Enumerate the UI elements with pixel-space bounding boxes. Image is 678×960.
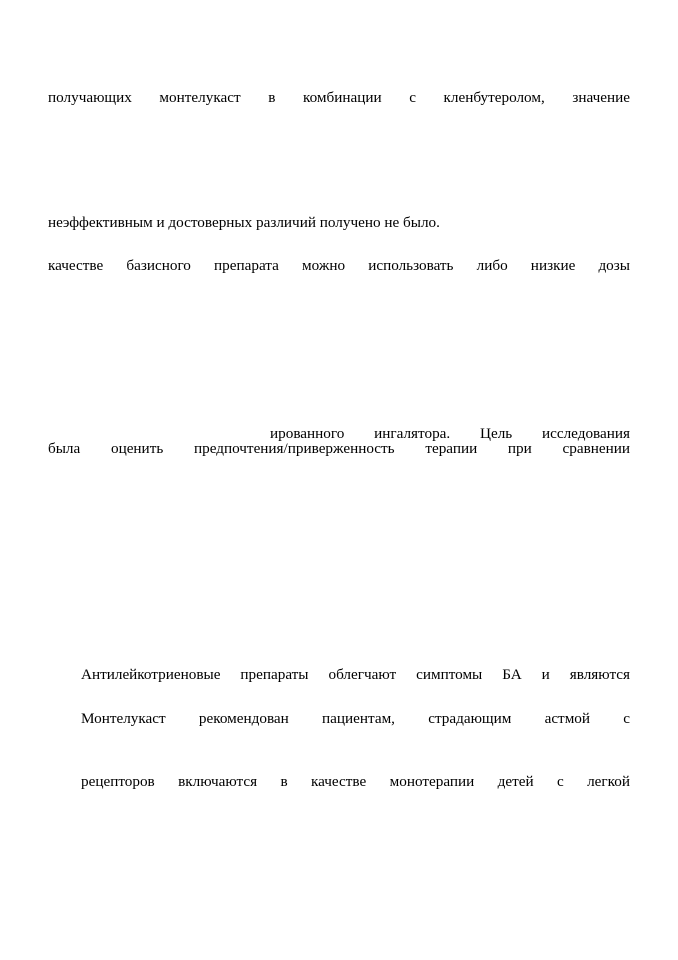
text-line-7: Монтелукаст рекомендован пациентам, страдающим астмой с — [81, 710, 630, 727]
text-line-2: неэффективным и достоверных различий получено не было. — [48, 214, 440, 231]
text-line-5: была оценить предпочтения/приверженность терапии при сравнении — [48, 440, 630, 457]
text-line-8: рецепторов включаются в качестве монотерапии детей с легкой — [81, 773, 630, 790]
text-line-4: ированного ингалятора. Цель исследования — [270, 425, 630, 442]
text-line-6: Антилейкотриеновые препараты облегчают симптомы БА и являются — [81, 666, 630, 683]
text-line-3: качестве базисного препарата можно использовать либо низкие дозы — [48, 257, 630, 274]
text-line-1: получающих монтелукаст в комбинации с кленбутеролом, значение — [48, 89, 630, 106]
